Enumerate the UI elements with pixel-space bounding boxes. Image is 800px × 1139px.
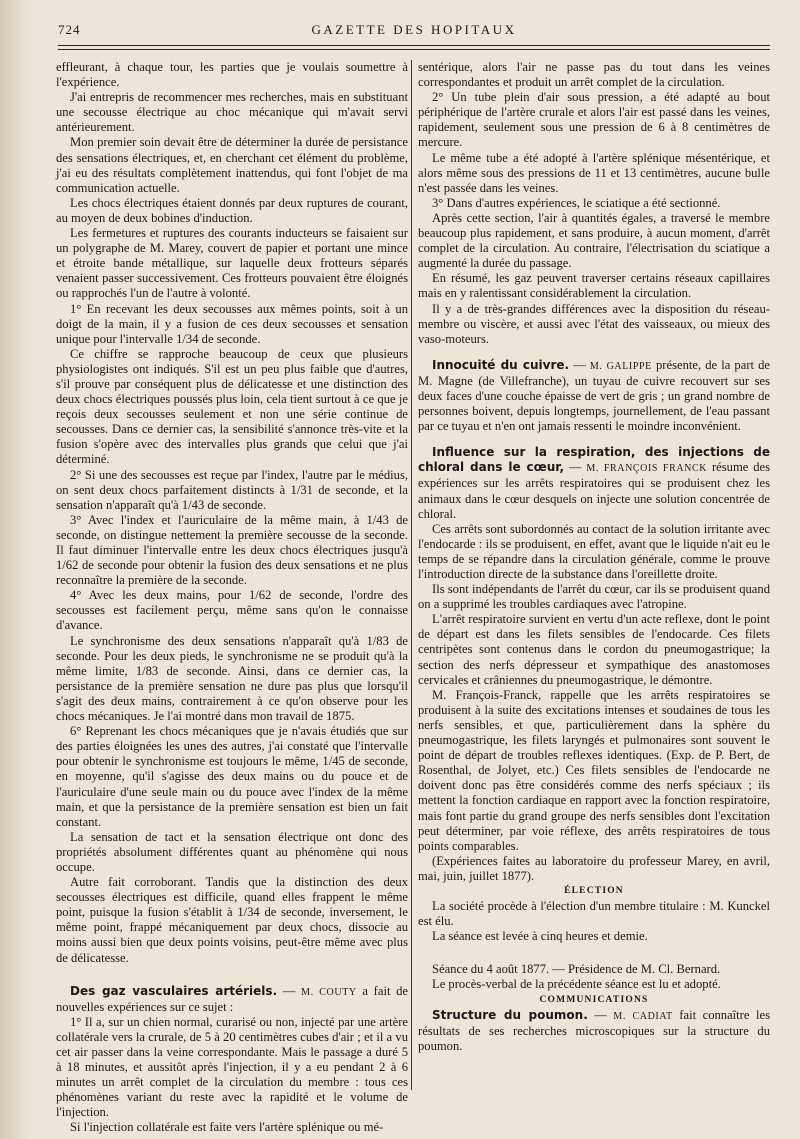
election-heading: ÉLECTION — [564, 885, 624, 896]
paragraph: L'arrêt respiratoire survient en vertu d'un acte reflexe, dont le point de départ est dans les filets sensibles de l'endocarde. Ces filets centripètes sont contenus dans le cordon du pneumogastrique; la section des nerfs dépresseur et sympathique des anastomoses cervicales et crâniennes du pneumogastrique, le démontre. — [418, 612, 770, 687]
paragraph: sentérique, alors l'air ne passe pas du tout dans les veines correspondantes et produit un arrêt complet de la circulation. — [418, 60, 770, 90]
author-name: M. FRANÇOIS FRANCK — [586, 463, 708, 475]
paragraph-text: résume des expériences sur les arrêts respiratoires qui se produisent chez les animaux dans le cœur desquels on injecte une solution concentrée de chloral. — [418, 460, 771, 521]
page-edge-shadow — [0, 0, 30, 1139]
paragraph: Les chocs électriques étaient donnés par deux ruptures de courant, au moyen de deux bobines d'induction. — [56, 195, 408, 225]
paragraph: Le procès-verbal de la précédente séance est lu et adopté. — [432, 977, 721, 992]
paragraph: Ils sont indépendants de l'arrêt du cœur, car ils se produisent quand on a supprimé les troubles cardiaques avec l'atropine. — [418, 582, 770, 612]
paragraph: M. François-Franck, rappelle que les arrêts respiratoires se produisent à la suite des excitations intenses et soudaines de tous les nerfs sensibles, et que, particulièrement dans la sphère du pneumogastrique, les filets laryngés et pulmonaires sont souvent le point de départ de troubles reflexes identiques. (Exp. de P. Bert, de Rosenthal, de Jolyet, etc.) Ces filets sensibles de l'endocarde ne doivent donc pas être considérés comme des nerfs spéciaux ; ils mettent la fonction cardiaque en rapport avec la fonction respiratoire, mais font partie du grand groupe des nerfs sensibles dont l'excitation peut déterminer, par voie réflexe, des arrêts respiratoires de tous points comparables. — [418, 687, 770, 853]
page-number: 724 — [58, 22, 81, 37]
paragraph: Ces arrêts sont subordonnés au contact de la solution irritante avec l'endocarde : ils se produisent, en effet, avant que le liquide n'ait eu le temps de se répandre dans la circulation générale, comme le prouve l'introduction directe de la substance dans l'oreillette droite. — [418, 521, 770, 581]
page-header — [58, 22, 770, 42]
paragraph: Si l'injection collatérale est faite vers l'artère splénique ou mé- — [70, 1120, 384, 1135]
paragraph: Ce chiffre se rapproche beaucoup de ceux que plusieurs physiologistes ont indiqués. S'il est un peu plus faible que d'autres, s'il prouve par conséquent plus de délicatesse et une distinction des deux chocs électriques poussés plus loin, cela tient surtout à ce que je reçois deux secousses seulement et non une série continue de secousses. Dans ce dernier cas, la sensibilité s'annonce très-vite et la fusion s'opère avec des intervalles plus grands que celui que j'ai déterminé. — [56, 346, 408, 467]
author-name: M. GALIPPE — [589, 360, 652, 372]
communications-heading: COMMUNICATIONS — [539, 994, 649, 1005]
separator: — — [569, 357, 590, 372]
journal-title: GAZETTE DES HOPITAUX — [311, 22, 517, 37]
column-divider — [411, 60, 412, 1090]
paragraph: Mon premier soin devait être de déterminer la durée de persistance des sensations électriques, et, en cherchant cet élément du problème, j'ai eu des résultats complètement inattendus, qui font l'objet de ma communication actuelle. — [56, 135, 408, 195]
paragraph-text: a fait de nouvelles expériences sur ce sujet : — [56, 983, 408, 1014]
section-paragraph-gaz — [56, 984, 408, 1015]
section-paragraph-chloral — [418, 445, 770, 521]
author-name: M. CADIAT — [613, 1010, 673, 1022]
header-rule-thin — [58, 49, 770, 50]
section-heading: Des gaz vasculaires artériels. — [70, 983, 278, 998]
header-rule — [58, 45, 770, 46]
section-heading: Influence sur la respiration, des injections de chloral dans le cœur, — [418, 445, 770, 475]
separator: — — [587, 1007, 614, 1022]
paragraph: 3° Dans d'autres expériences, le sciatique a été sectionné. — [432, 195, 721, 210]
paragraph: Le synchronisme des deux sensations n'apparaît qu'à 1/83 de seconde. Pour les deux pieds, le synchronisme ne se produit qu'à la même limite, 1/83 de seconde. Ainsi, dans ce dernier cas, la persistance de la première sensation ne dure pas plus que lorsqu'il s'agit des deux mains, contrairement à ce qu'on observe pour les chocs mécaniques. Je l'ai montré dans mon travail de 1875. — [56, 633, 408, 724]
paragraph: 6° Reprenant les chocs mécaniques que je n'avais étudiés que sur des parties éloignées les unes des autres, j'ai constaté que l'intervalle pour obtenir le synchronisme est toujours le même, 1/45 de seconde, en moyenne, qu'il s'agisse des deux mains ou du pouce et de l'auriculaire d'une seule main ou du pouce avec l'index de la même main, et que la persistance de la première sensation est bien un fait constant. — [56, 724, 408, 829]
paragraph: 1° Il a, sur un chien normal, curarisé ou non, injecté par une artère collatérale vers la crurale, de 5 à 20 centimètres cubes d'air ; et il a vu cet air passer dans la veine correspondante. Mais le passage a duré 5 à 18 minutes, et aussitôt après l'injection, il y a eu pendant 2 à 6 minutes un arrêt complet de la circulation du membre : tous ces phénomènes variant du reste avec la rapidité et le volume de l'injection. — [56, 1014, 408, 1120]
section-paragraph-poumon — [418, 1008, 770, 1054]
paragraph: effleurant, à chaque tour, les parties que je voulais soumettre à l'expérience. — [56, 60, 408, 90]
section-heading: Structure du poumon. — [432, 1007, 588, 1022]
right-column — [418, 60, 770, 1054]
paragraph: Autre fait corroborant. Tandis que la distinction des deux secousses électriques est difficile, quand elles frappent le même point, puisque la fusion s'établit à 1/34 de seconde, inversement, le même point, frappé mécaniquement par deux chocs, dissocie au moins aussi bien que deux points voisins, peut-être même avec plus de délicatesse. — [56, 875, 408, 965]
paragraph: Après cette section, l'air à quantités égales, a traversé le membre beaucoup plus rapidement, et sans produire, à aucun moment, d'arrêt complet de la circulation. Au contraire, l'électrisation du sciatique a augmenté la durée du passage. — [418, 210, 770, 271]
separator: — — [564, 460, 587, 475]
left-column — [56, 60, 408, 1136]
paragraph: (Expériences faites au laboratoire du professeur Marey, en avril, mai, juin, juillet 1877). — [418, 853, 770, 883]
paragraph: J'ai entrepris de recommencer mes recherches, mais en substituant une secousse électrique au choc mécanique qui m'avait servi antérieurement. — [56, 90, 408, 135]
paragraph: La sensation de tact et la sensation électrique ont donc des propriétés absolument différentes quant au phénomène qui nous occupe. — [56, 829, 408, 874]
author-name: M. COUTY — [301, 986, 357, 998]
paragraph: En résumé, les gaz peuvent traverser certains réseaux capillaires mais en y ralentissant considérablement la circulation. — [418, 271, 770, 301]
session-line: Séance du 4 août 1877. — Présidence de M. Cl. Bernard. — [432, 962, 721, 977]
paragraph: Les fermetures et ruptures des courants inducteurs se faisaient sur un polygraphe de M. Marey, couvert de papier et portant une mince et étroite bande métallique, sur laquelle deux frotteurs séparés venaient passer successivement. Ces frotteurs pouvaient être éloignés ou rapprochés l'un de l'autre à volonté. — [56, 226, 408, 301]
paragraph: 4° Avec les deux mains, pour 1/62 de seconde, l'ordre des secousses est facilement perçu, même sans qu'on le connaisse d'avance. — [56, 588, 408, 633]
paragraph: La séance est levée à cinq heures et demie. — [432, 929, 648, 944]
section-paragraph-cuivre — [418, 358, 770, 434]
paragraph: 1° En recevant les deux secousses aux mêmes points, soit à un doigt de la main, il y a fusion de ces deux secousses et sensation unique pour l'intervalle 1/34 de seconde. — [56, 301, 408, 346]
paragraph: 3° Avec l'index et l'auriculaire de la même main, à 1/43 de seconde, on distingue nettement la première secousse de la seconde. Il faut diminuer l'intervalle entre les deux chocs électriques jusqu'à 1/62 de seconde pour obtenir la fusion des deux sensations et ne plus reconnaître la première de la seconde. — [56, 512, 408, 588]
paragraph-text: présente, de la part de M. Magne (de Villefranche), un tuyau de cuivre recouvert sur ses deux faces d'une couche épaisse de vert de gris ; un grand nombre de personnes boivent, depuis longtemps, journellement, de l'eau passant par ce tuyau et n'en ont jamais ressenti le moindre inconvénient. — [418, 357, 771, 434]
separator: — — [277, 983, 302, 998]
paragraph: 2° Un tube plein d'air sous pression, a été adapté au bout périphérique de l'artère crurale et alors l'air est passé dans les veines, rapidement, seulement sous une pression de 6 à 8 centimètres de mercure. — [418, 90, 770, 150]
paragraph: 2° Si une des secousses est reçue par l'index, l'autre par le médius, on sent deux chocs parfaitement distincts à 1/31 de seconde, et la sensation n'apparaît qu'à 1/43 de seconde. — [56, 467, 408, 512]
section-heading: Innocuité du cuivre. — [432, 357, 570, 372]
paragraph: Le même tube a été adopté à l'artère splénique mésentérique, et alors même sous des pressions de 11 et 13 centimètres, aucune bulle n'est passée dans les veines. — [418, 150, 770, 195]
paragraph: Il y a de très-grandes différences avec la disposition du réseau-membre ou viscère, et aussi avec l'état des vaisseaux, ou mieux des vaso-moteurs. — [418, 301, 770, 346]
paragraph: La société procède à l'élection d'un membre titulaire : M. Kunckel est élu. — [418, 899, 770, 929]
paragraph-text: fait connaître les résultats de ses recherches microscopiques sur la structure du poumon. — [418, 1007, 770, 1053]
